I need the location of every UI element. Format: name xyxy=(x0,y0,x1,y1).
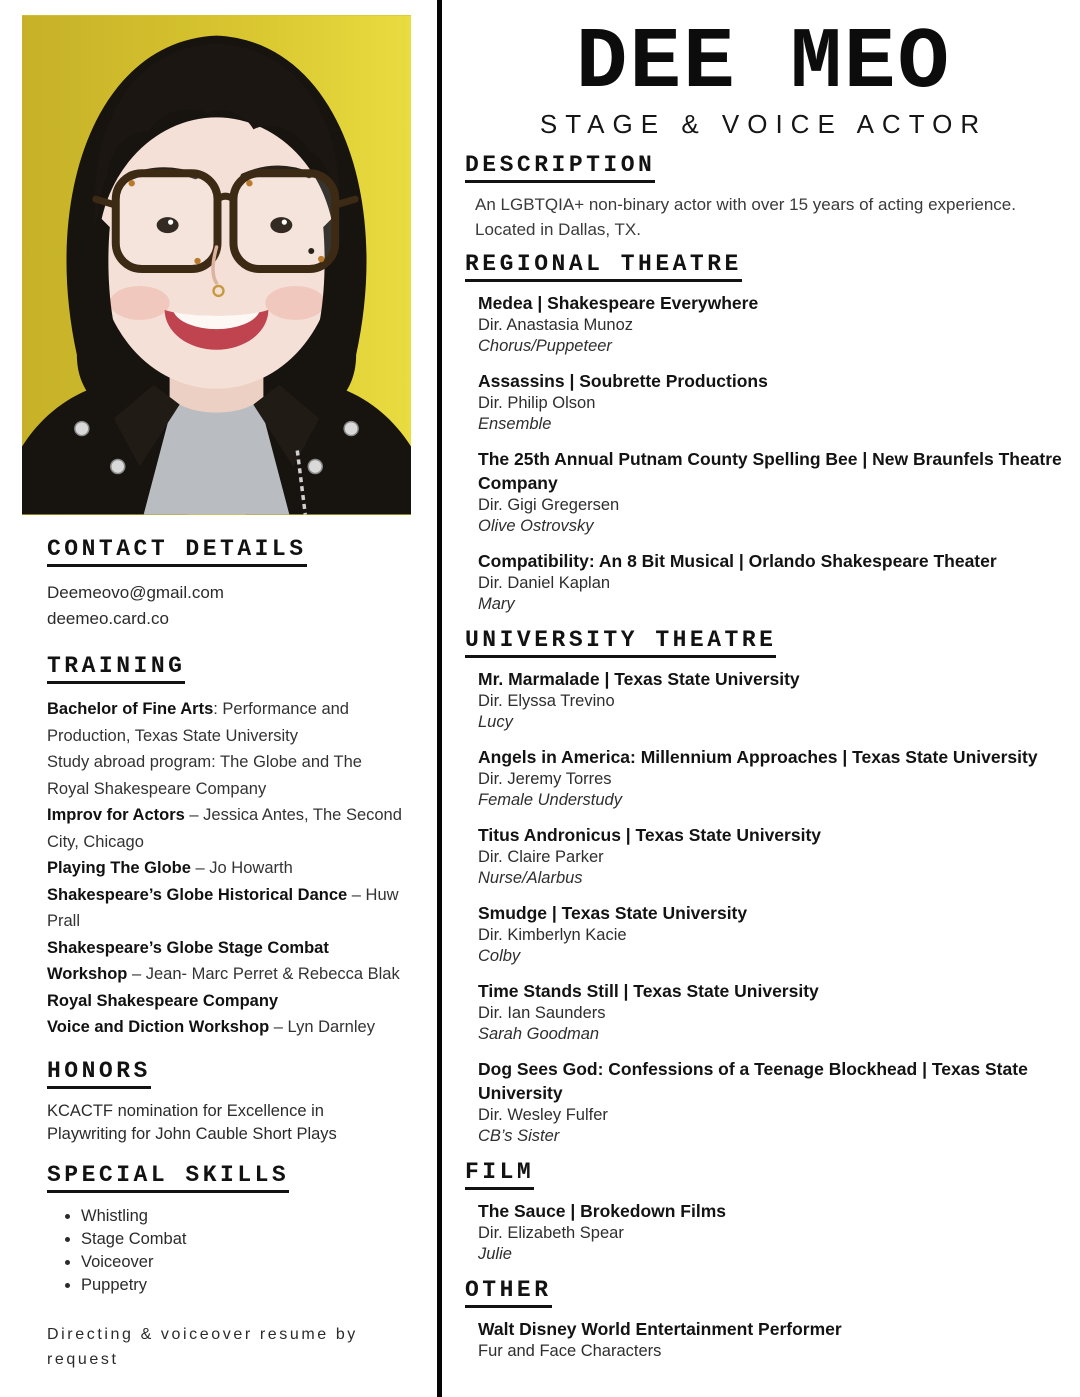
skill-item: • Whistling xyxy=(81,1205,408,1228)
credit-detail: Dir. Wesley Fulfer xyxy=(478,1105,608,1124)
credit-entry xyxy=(478,447,1062,538)
contact-lines xyxy=(47,580,408,632)
credit-detail: Dir. Philip Olson xyxy=(478,393,596,412)
experience-section xyxy=(465,1159,1062,1266)
credit-detail: Dir. Elizabeth Spear xyxy=(478,1223,624,1242)
contact-line: Deemeovo@gmail.com xyxy=(47,583,224,602)
credit-entry xyxy=(478,979,1062,1046)
training-item: Voice and Diction Workshop – Lyn Darnley xyxy=(47,1018,375,1036)
experience-section xyxy=(465,251,1062,616)
experience-section xyxy=(465,627,1062,1148)
headshot-photo xyxy=(22,15,411,515)
skill-item: • Stage Combat xyxy=(81,1228,408,1251)
credit-title: The Sauce | Brokedown Films xyxy=(478,1200,727,1221)
description-heading: DESCRIPTION xyxy=(465,152,655,183)
credit-title: Medea | Shakespeare Everywhere xyxy=(478,292,759,313)
credit-role: CB’s Sister xyxy=(478,1127,560,1146)
honors-section xyxy=(47,1058,408,1146)
training-item: Royal Shakespeare Company xyxy=(47,991,279,1010)
credit-role: Julie xyxy=(478,1245,512,1264)
credit-detail: Dir. Elyssa Trevino xyxy=(478,691,615,710)
section-entries xyxy=(465,1317,1062,1363)
credit-entry xyxy=(478,667,1062,734)
credit-detail: Dir. Anastasia Munoz xyxy=(478,315,633,334)
section-entries xyxy=(465,667,1062,1148)
skill-item: • Puppetry xyxy=(81,1274,408,1297)
credit-role: Female Understudy xyxy=(478,791,622,810)
credit-entry xyxy=(478,549,1062,616)
credit-detail: Dir. Daniel Kaplan xyxy=(478,573,611,592)
credit-role: Lucy xyxy=(478,713,513,732)
section-heading: FILM xyxy=(465,1159,534,1190)
credit-title: Time Stands Still | Texas State University xyxy=(478,980,819,1001)
credit-title: Compatibility: An 8 Bit Musical | Orlando Shakespeare Theater xyxy=(478,550,997,571)
credit-entry xyxy=(478,1057,1062,1148)
training-item: Improv for Actors – Jessica Antes, The Second City, Chicago xyxy=(47,806,402,851)
credit-entry xyxy=(478,369,1062,436)
credit-detail: Dir. Gigi Gregersen xyxy=(478,495,620,514)
credit-title: The 25th Annual Putnam County Spelling Bee | New Braunfels Theatre Company xyxy=(478,448,1062,493)
resume-availability-note: Directing & voiceover resume by request xyxy=(47,1325,358,1368)
credit-detail: Dir. Ian Saunders xyxy=(478,1003,606,1022)
skills-list xyxy=(47,1205,408,1297)
left-column xyxy=(22,15,414,1372)
description-text: An LGBTQIA+ non-binary actor with over 15 years of acting experience. Located in Dallas, TX. xyxy=(475,194,1016,239)
credit-entry xyxy=(478,1317,1062,1363)
contact-section xyxy=(47,536,408,632)
experience-sections xyxy=(465,251,1062,1363)
credit-detail: Fur and Face Characters xyxy=(478,1341,662,1360)
credit-role: Sarah Goodman xyxy=(478,1025,600,1044)
training-item: Study abroad program: The Globe and The Royal Shakespeare Company xyxy=(47,753,362,798)
credit-entry xyxy=(478,1199,1062,1266)
credit-entry xyxy=(478,901,1062,968)
section-entries xyxy=(465,1199,1062,1266)
credit-title: Angels in America: Millennium Approaches | Texas State University xyxy=(478,746,1038,767)
experience-section xyxy=(465,1277,1062,1363)
actor-name: DEE MEO xyxy=(575,14,952,112)
special-skills-section xyxy=(47,1162,408,1297)
credit-detail: Dir. Claire Parker xyxy=(478,847,604,866)
credit-role: Ensemble xyxy=(478,415,552,434)
credit-entry xyxy=(478,823,1062,890)
honors-text: KCACTF nomination for Excellence in Playwriting for John Cauble Short Plays xyxy=(47,1101,337,1143)
credit-role: Chorus/Puppeteer xyxy=(478,337,612,356)
credit-title: Assassins | Soubrette Productions xyxy=(478,370,768,391)
training-item: Playing The Globe – Jo Howarth xyxy=(47,859,293,877)
contact-heading: CONTACT DETAILS xyxy=(47,536,307,567)
credit-detail: Dir. Jeremy Torres xyxy=(478,769,612,788)
credit-entry xyxy=(478,745,1062,812)
special-skills-heading: SPECIAL SKILLS xyxy=(47,1162,289,1193)
credit-title: Walt Disney World Entertainment Performer xyxy=(478,1318,842,1339)
description-section xyxy=(465,152,1062,242)
credit-role: Mary xyxy=(478,595,515,614)
right-column xyxy=(443,0,1080,1373)
section-heading: UNIVERSITY THEATRE xyxy=(465,627,776,658)
training-section xyxy=(47,653,408,1041)
actor-subtitle: STAGE & VOICE ACTOR xyxy=(539,108,988,139)
credit-role: Olive Ostrovsky xyxy=(478,517,594,536)
contact-line: deemeo.card.co xyxy=(47,609,169,628)
training-item: Shakespeare’s Globe Historical Dance – Huw Prall xyxy=(47,885,399,930)
credit-entry xyxy=(478,291,1062,358)
credit-role: Colby xyxy=(478,947,521,966)
headshot-illustration xyxy=(22,15,411,515)
credit-title: Dog Sees God: Confessions of a Teenage Blockhead | Texas State University xyxy=(478,1058,1028,1103)
vertical-divider xyxy=(437,0,442,1397)
credit-title: Titus Andronicus | Texas State University xyxy=(478,824,822,845)
training-items xyxy=(47,696,408,1041)
training-item: Bachelor of Fine Arts: Performance and Production, Texas State University xyxy=(47,700,349,745)
credit-detail: Dir. Kimberlyn Kacie xyxy=(478,925,627,944)
credit-title: Smudge | Texas State University xyxy=(478,902,748,923)
section-heading: OTHER xyxy=(465,1277,552,1308)
section-heading: REGIONAL THEATRE xyxy=(465,251,742,282)
credit-title: Mr. Marmalade | Texas State University xyxy=(478,668,800,689)
training-heading: TRAINING xyxy=(47,653,185,684)
honors-heading: HONORS xyxy=(47,1058,151,1089)
skill-item: • Voiceover xyxy=(81,1251,408,1274)
section-entries xyxy=(465,291,1062,616)
credit-role: Nurse/Alarbus xyxy=(478,869,583,888)
training-item: Shakespeare’s Globe Stage Combat Workshop – Jean- Marc Perret & Rebecca Blak xyxy=(47,938,400,983)
